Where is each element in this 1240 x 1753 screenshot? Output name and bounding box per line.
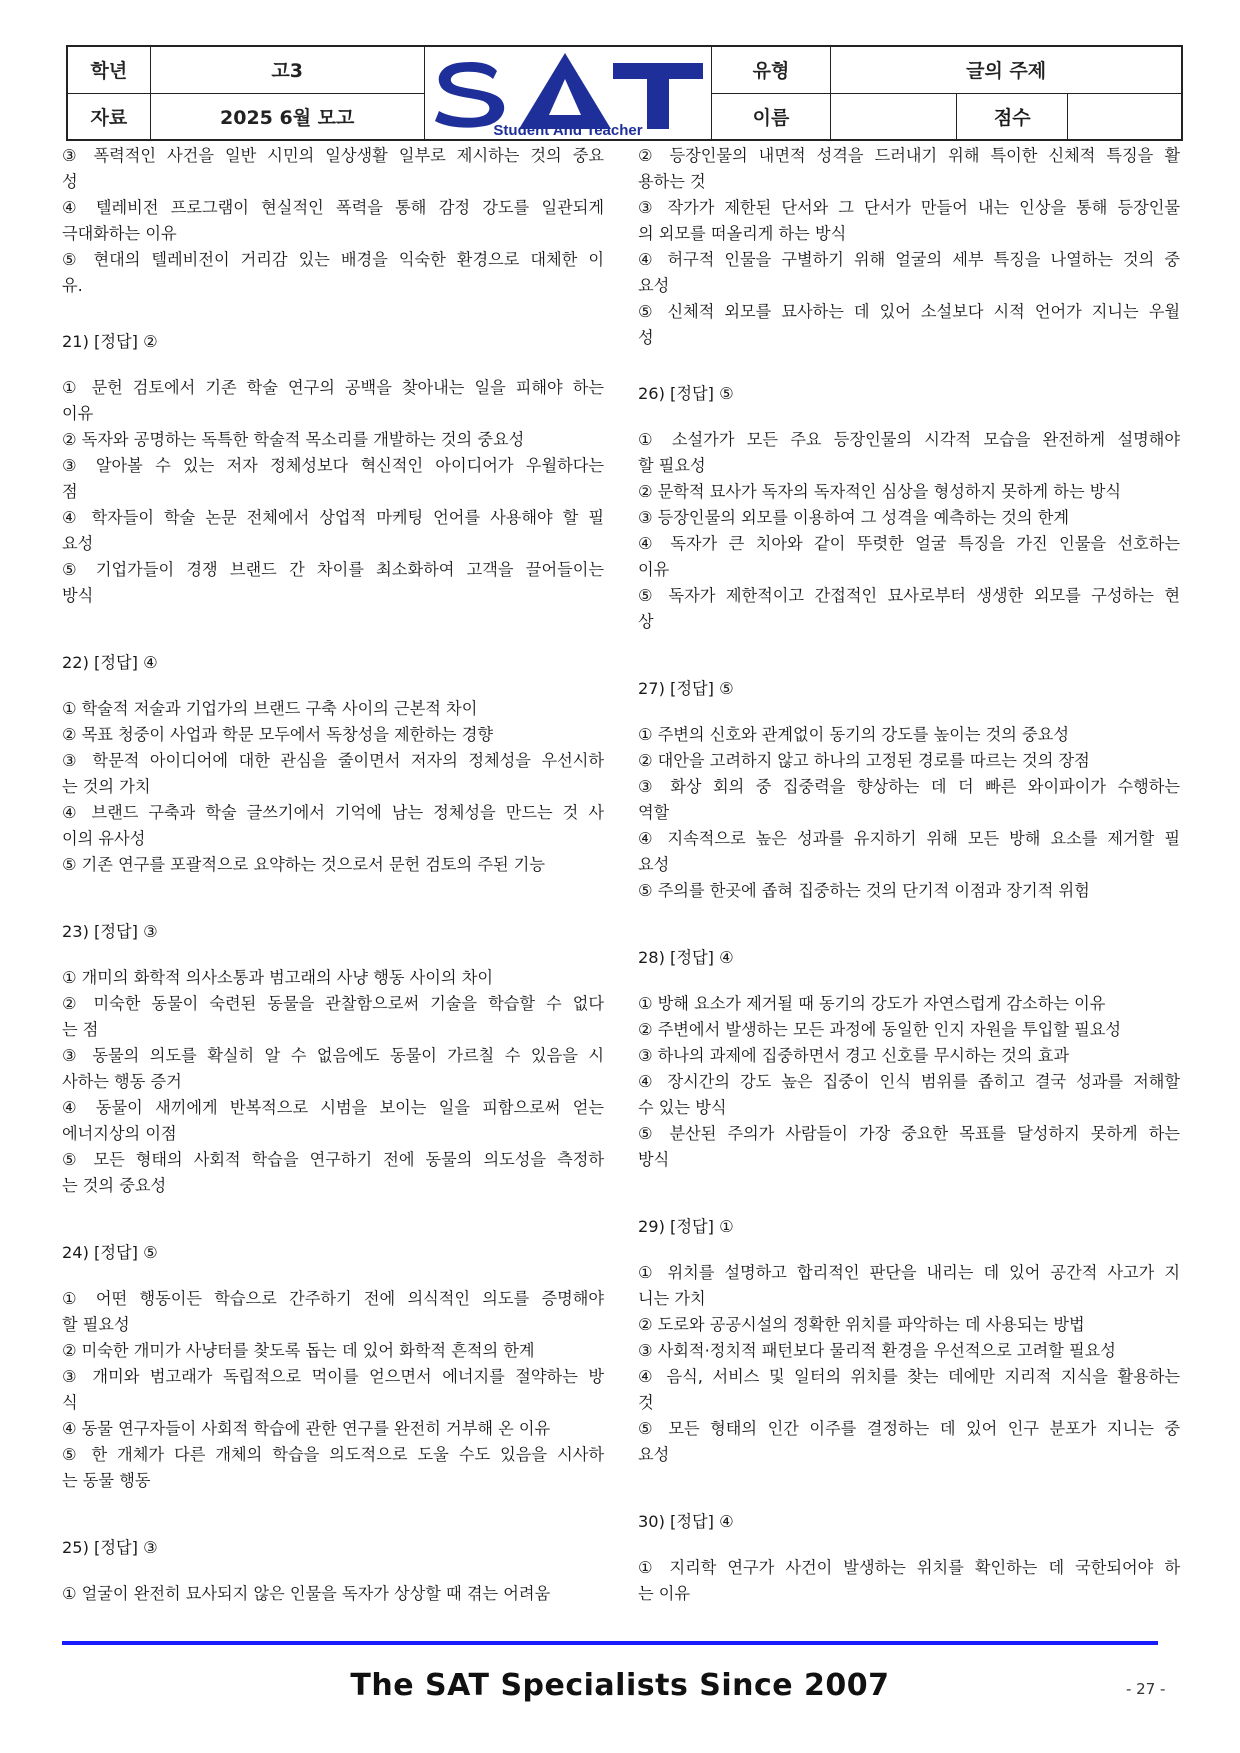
option-line: ④ 장시간의 강도 높은 집중이 인식 범위를 좁히고 결국 성과를 저해할 <box>638 1072 1180 1091</box>
score-field[interactable] <box>1068 94 1181 140</box>
text-line: ④ 허구적 인물을 구별하기 위해 얼굴의 세부 특징을 나열하는 것의 중 <box>638 250 1180 269</box>
option-line: ② 미숙한 동물이 숙련된 동물을 관찰함으로써 기술을 학습할 수 없다 <box>62 994 604 1013</box>
option-line: ② 목표 청중이 사업과 학문 모두에서 독창성을 제한하는 경향 <box>62 725 493 744</box>
option-line: 점 <box>62 482 78 501</box>
answer-heading: 24) [정답] ⑤ <box>62 1243 158 1262</box>
option-line: 는 동물 행동 <box>62 1471 151 1490</box>
option-line: ① 얼굴이 완전히 묘사되지 않은 인물을 독자가 상상할 때 겪는 어려움 <box>62 1584 551 1603</box>
question-26-options <box>638 427 1180 635</box>
question-23-options <box>62 965 604 1199</box>
text-line: ③ 작가가 제한된 단서와 그 단서가 만들어 내는 인상을 통해 등장인물 <box>638 198 1180 217</box>
option-line: ② 도로와 공공시설의 정확한 위치를 파악하는 데 사용되는 방법 <box>638 1315 1085 1334</box>
text-line: 성 <box>62 172 78 191</box>
option-line: ⑤ 기존 연구를 포괄적으로 요약하는 것으로서 문헌 검토의 주된 기능 <box>62 855 546 874</box>
option-line: ② 독자와 공명하는 독특한 학술적 목소리를 개발하는 것의 중요성 <box>62 430 525 449</box>
answer-heading: 27) [정답] ⑤ <box>638 679 734 698</box>
option-line: 니는 가치 <box>638 1289 706 1308</box>
type-value: 글의 주제 <box>966 60 1047 83</box>
name-field[interactable] <box>831 94 957 140</box>
option-line: ① 개미의 화학적 의사소통과 범고래의 사냥 행동 사이의 차이 <box>62 968 493 987</box>
option-line: 는 것의 가치 <box>62 777 151 796</box>
option-line: 에너지상의 이점 <box>62 1124 177 1143</box>
option-line: ① 위치를 설명하고 합리적인 판단을 내리는 데 있어 공간적 사고가 지 <box>638 1263 1180 1282</box>
option-line: ② 대안을 고려하지 않고 하나의 고정된 경로를 따르는 것의 장점 <box>638 751 1090 770</box>
option-line: ① 지리학 연구가 사건이 발생하는 위치를 확인하는 데 국한되어야 하 <box>638 1558 1180 1577</box>
option-line: 는 이유 <box>638 1584 691 1603</box>
question-28-options <box>638 991 1180 1173</box>
answer-heading: 29) [정답] ① <box>638 1217 734 1236</box>
grade-label: 학년 <box>90 60 128 83</box>
option-line: ⑤ 한 개체가 다른 개체의 학습을 의도적으로 도울 수도 있음을 시사하 <box>62 1445 604 1464</box>
question-25-options <box>62 1581 604 1607</box>
option-line: 요성 <box>62 534 94 553</box>
question-27-options <box>638 722 1180 904</box>
option-line: ⑤ 독자가 제한적이고 간접적인 묘사로부터 생생한 외모를 구성하는 현 <box>638 586 1180 605</box>
answer-heading: 21) [정답] ② <box>62 332 158 351</box>
option-line: ① 어떤 행동이든 학습으로 간주하기 전에 의식적인 의도를 증명해야 <box>62 1289 604 1308</box>
text-line: 유. <box>62 276 83 295</box>
header-table <box>66 45 1183 141</box>
header-label-column-2 <box>712 47 832 139</box>
option-line: ③ 개미와 범고래가 독립적으로 먹이를 얻으면서 에너지를 절약하는 방 <box>62 1367 604 1386</box>
option-line: ③ 사회적·정치적 패턴보다 물리적 환경을 우선적으로 고려할 필요성 <box>638 1341 1116 1360</box>
score-label: 점수 <box>957 94 1068 140</box>
text-line: ⑤ 현대의 텔레비전이 거리감 있는 배경을 익숙한 환경으로 대체한 이 <box>62 250 604 269</box>
option-line: ④ 음식, 서비스 및 일터의 위치를 찾는 데에만 지리적 지식을 활용하는 <box>638 1367 1180 1386</box>
option-line: 것 <box>638 1393 654 1412</box>
option-line: ⑤ 모든 형태의 사회적 학습을 연구하기 전에 동물의 의도성을 측정하 <box>62 1150 604 1169</box>
text-line: 요성 <box>638 276 670 295</box>
option-line: 이유 <box>638 560 670 579</box>
question-30-options <box>638 1555 1180 1607</box>
option-line: ⑤ 기업가들이 경쟁 브랜드 간 차이를 최소화하여 고객을 끌어들이는 <box>62 560 604 579</box>
grade-value: 고3 <box>271 60 303 83</box>
footer-title: The SAT Specialists Since 2007 <box>350 1668 890 1703</box>
option-line: 역할 <box>638 803 670 822</box>
text-line: 성 <box>638 328 654 347</box>
option-line: 사하는 행동 증거 <box>62 1072 182 1091</box>
option-line: ① 학술적 저술과 기업가의 브랜드 구축 사이의 근본적 차이 <box>62 699 478 718</box>
option-line: ④ 학자들이 학술 논문 전체에서 상업적 마케팅 언어를 사용해야 할 필 <box>62 508 604 527</box>
question-21-options <box>62 375 604 609</box>
text-line: 의 외모를 떠올리게 하는 방식 <box>638 224 847 243</box>
option-line: ① 주변의 신호와 관계없이 동기의 강도를 높이는 것의 중요성 <box>638 725 1069 744</box>
option-line: ③ 학문적 아이디어에 대한 관심을 줄이면서 저자의 정체성을 우선시하 <box>62 751 604 770</box>
option-line: ① 소설가가 모든 주요 등장인물의 시각적 모습을 완전하게 설명해야 <box>638 430 1180 449</box>
option-line: 요성 <box>638 855 670 874</box>
option-line: ③ 동물의 의도를 확실히 알 수 없음에도 동물이 가르칠 수 있음을 시 <box>62 1046 604 1065</box>
option-line: 요성 <box>638 1445 670 1464</box>
option-line: 는 것의 중요성 <box>62 1176 167 1195</box>
option-line: ④ 동물이 새끼에게 반복적으로 시범을 보이는 일을 피함으로써 얻는 <box>62 1098 604 1117</box>
logo-subtitle: Student And Teacher <box>493 122 643 137</box>
option-line: 수 있는 방식 <box>638 1098 727 1117</box>
source-label: 자료 <box>68 93 150 140</box>
option-line: ③ 알아볼 수 있는 저자 정체성보다 혁신적인 아이디어가 우월하다는 <box>62 456 604 475</box>
text-line: ④ 텔레비전 프로그램이 현실적인 폭력을 통해 감정 강도를 일관되게 <box>62 198 604 217</box>
text-line: 극대화하는 이유 <box>62 224 177 243</box>
text-line: ⑤ 신체적 외모를 묘사하는 데 있어 소설보다 시적 언어가 지니는 우월 <box>638 302 1180 321</box>
option-line: 할 필요성 <box>638 456 706 475</box>
option-line: ⑤ 분산된 주의가 사람들이 가장 중요한 목표를 달성하지 못하게 하는 <box>638 1124 1180 1143</box>
option-line: ⑤ 모든 형태의 인간 이주를 결정하는 데 있어 인구 분포가 지니는 중 <box>638 1419 1180 1438</box>
page-number: - 27 - <box>1126 1680 1166 1698</box>
option-line: ⑤ 주의를 한곳에 좁혀 집중하는 것의 단기적 이점과 장기적 위험 <box>638 881 1090 900</box>
answer-heading: 25) [정답] ③ <box>62 1538 158 1557</box>
option-line: 방식 <box>62 586 94 605</box>
option-line: ③ 등장인물의 외모를 이용하여 그 성격을 예측하는 것의 한계 <box>638 508 1069 527</box>
answer-heading: 22) [정답] ④ <box>62 653 158 672</box>
text-line: ② 등장인물의 내면적 성격을 드러내기 위해 특이한 신체적 특징을 활 <box>638 146 1180 165</box>
sat-logo-graphic <box>427 49 709 137</box>
source-value: 2025 6월 모고 <box>151 93 424 140</box>
left-column <box>62 143 604 1607</box>
option-line: ③ 화상 회의 중 집중력을 향상하는 데 더 빠른 와이파이가 수행하는 <box>638 777 1180 796</box>
option-line: 방식 <box>638 1150 670 1169</box>
option-line: 상 <box>638 612 654 631</box>
option-line: ④ 브랜드 구축과 학술 글쓰기에서 기억에 남는 정체성을 만드는 것 사 <box>62 803 604 822</box>
option-line: ④ 지속적으로 높은 성과를 유지하기 위해 모든 방해 요소를 제거할 필 <box>638 829 1180 848</box>
option-line: 이의 유사성 <box>62 829 146 848</box>
answer-heading: 30) [정답] ④ <box>638 1512 734 1531</box>
option-line: ④ 독자가 큰 치아와 같이 뚜렷한 얼굴 특징을 가진 인물을 선호하는 <box>638 534 1180 553</box>
text-line: 용하는 것 <box>638 172 706 191</box>
option-line: 할 필요성 <box>62 1315 130 1334</box>
option-line: ① 문헌 검토에서 기존 학술 연구의 공백을 찾아내는 일을 피해야 하는 <box>62 378 604 397</box>
option-line: ② 문학적 묘사가 독자의 독자적인 심상을 형성하지 못하게 하는 방식 <box>638 482 1122 501</box>
answer-heading: 28) [정답] ④ <box>638 948 734 967</box>
header-label-column <box>68 47 151 139</box>
question-29-options <box>638 1260 1180 1468</box>
option-line: ② 주변에서 발생하는 모든 과정에 동일한 인지 자원을 투입할 필요성 <box>638 1020 1122 1039</box>
type-label: 유형 <box>752 60 790 83</box>
right-top-block <box>638 143 1180 351</box>
option-line: 는 점 <box>62 1020 99 1039</box>
option-line: 이유 <box>62 404 94 423</box>
question-24-options <box>62 1286 604 1494</box>
left-top-block <box>62 143 604 299</box>
sat-logo <box>425 47 712 139</box>
footer-divider <box>62 1641 1158 1645</box>
option-line: 식 <box>62 1393 78 1412</box>
name-score-row <box>831 93 1181 140</box>
right-column <box>638 143 1180 1607</box>
option-line: ③ 하나의 과제에 집중하면서 경고 신호를 무시하는 것의 효과 <box>638 1046 1069 1065</box>
header-value-column <box>151 47 425 139</box>
question-22-options <box>62 696 604 878</box>
option-line: ④ 동물 연구자들이 사회적 학습에 관한 연구를 완전히 거부해 온 이유 <box>62 1419 551 1438</box>
answer-heading: 26) [정답] ⑤ <box>638 384 734 403</box>
answer-heading: 23) [정답] ③ <box>62 922 158 941</box>
option-line: ② 미숙한 개미가 사냥터를 찾도록 돕는 데 있어 화학적 흔적의 한계 <box>62 1341 535 1360</box>
option-line: ① 방해 요소가 제거될 때 동기의 강도가 자연스럽게 감소하는 이유 <box>638 994 1106 1013</box>
name-label: 이름 <box>712 93 831 140</box>
text-line: ③ 폭력적인 사건을 일반 시민의 일상생활 일부로 제시하는 것의 중요 <box>62 146 604 165</box>
header-value-column-2 <box>831 47 1181 139</box>
